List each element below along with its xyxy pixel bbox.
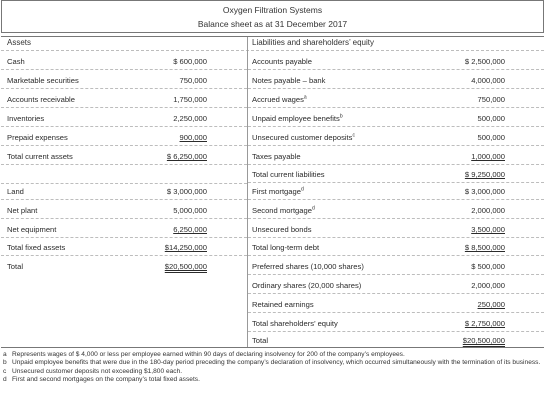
- liability-total-label: [252, 243, 319, 253]
- equity-total-value: $ 2,750,000: [464, 319, 505, 328]
- liability-label-text: Unpaid employee benefits: [252, 114, 340, 123]
- asset-value: 900,000: [179, 133, 207, 142]
- row-divider: [1, 126, 247, 127]
- footnote: [1, 351, 544, 359]
- equity-value: $ 500,000: [471, 262, 505, 271]
- asset-label: Marketable securities: [7, 76, 79, 85]
- footnote-marker: a: [303, 94, 307, 101]
- asset-value: $ 3,000,000: [166, 187, 207, 196]
- row-divider: [248, 218, 544, 219]
- row-divider: [248, 69, 544, 70]
- equity-value: 250,000: [477, 300, 505, 309]
- liability-value: $ 3,000,000: [464, 187, 505, 196]
- footnote: [1, 359, 544, 367]
- liability-label: [252, 57, 312, 67]
- liability-value: 750,000: [477, 95, 505, 104]
- balance-sheet-table: [1, 36, 544, 348]
- equity-value: 2,000,000: [471, 281, 505, 290]
- footnotes: [1, 351, 544, 385]
- footnote-key: a: [3, 351, 7, 358]
- asset-value: 2,250,000: [173, 114, 207, 123]
- footnote-text: Represents wages of $ 4,000 or less per employee earned within 90 days of declaring insolvency for 200 of the company’s employees.: [12, 351, 405, 358]
- footnote-key: b: [3, 359, 7, 367]
- asset-value: $ 600,000: [173, 57, 207, 66]
- liability-label-text: Taxes payable: [252, 152, 301, 161]
- equity-label-text: Preferred shares (10,000 shares): [252, 262, 364, 271]
- liability-label: [252, 152, 301, 162]
- liability-total-value: $ 9,250,000: [464, 170, 505, 179]
- equity-label-text: Ordinary shares (20,000 shares): [252, 281, 362, 290]
- footnote-key: d: [3, 376, 7, 384]
- liability-value: 1,000,000: [471, 152, 505, 161]
- column-divider: [247, 37, 248, 347]
- balance-sheet-header: [1, 0, 544, 33]
- asset-grand-total-value: $20,500,000: [164, 262, 207, 271]
- row-divider: [1, 69, 247, 70]
- liability-label: [252, 95, 307, 105]
- row-divider: [1, 107, 247, 108]
- asset-label: Inventories: [7, 114, 45, 123]
- row-divider: [1, 199, 247, 200]
- liability-value: 2,000,000: [471, 206, 505, 215]
- asset-value: 5,000,000: [173, 206, 207, 215]
- liability-label-text: Total current liabilities: [252, 170, 325, 179]
- footnote-text: Unsecured customer deposits not exceeding $1,800 each.: [12, 367, 183, 375]
- liability-label-text: Total: [252, 336, 269, 345]
- header-divider: [1, 50, 544, 51]
- row-divider: [248, 274, 544, 275]
- liability-value: 500,000: [477, 114, 505, 123]
- liability-label-text: Accrued wages: [252, 95, 304, 104]
- footnote-key: c: [3, 367, 7, 375]
- asset-label: Land: [7, 187, 24, 196]
- liability-label: [252, 76, 325, 86]
- equity-total-label: [252, 319, 338, 329]
- liability-label: [252, 133, 355, 143]
- asset-total-label: Total fixed assets: [7, 243, 66, 252]
- row-divider: [248, 182, 544, 183]
- equity-label: [252, 262, 364, 272]
- liability-label-text: Second mortgage: [252, 206, 312, 215]
- liability-value: $ 2,500,000: [464, 57, 505, 66]
- liability-label-text: Notes payable – bank: [252, 76, 326, 85]
- liability-value: 4,000,000: [471, 76, 505, 85]
- row-divider: [248, 293, 544, 294]
- footnote: [1, 376, 544, 384]
- row-divider: [1, 237, 247, 238]
- footnote-marker: b: [339, 113, 343, 120]
- liability-label-text: Total long-term debt: [252, 243, 320, 252]
- equity-label: [252, 300, 314, 310]
- row-divider: [1, 255, 247, 256]
- row-divider: [248, 164, 544, 165]
- liability-label: [252, 114, 343, 124]
- footnote-marker: d: [311, 205, 315, 212]
- row-divider: [1, 164, 247, 165]
- liability-label: [252, 187, 304, 197]
- footnote: [1, 368, 544, 376]
- row-divider: [1, 218, 247, 219]
- footnote-text: First and second mortgages on the company’s total fixed assets.: [12, 376, 200, 384]
- footnote-marker: c: [352, 132, 355, 139]
- asset-grand-total-label: Total: [7, 262, 24, 271]
- liability-label-text: Unsecured bonds: [252, 225, 312, 234]
- asset-total-value: $ 6,250,000: [166, 152, 207, 161]
- asset-label: Prepaid expenses: [7, 133, 68, 142]
- footnote-text: Unpaid employee benefits that were due in the 180-day period preceding the company’s declaration of insolvency, which occurred simultaneously with the termination of its business.: [12, 359, 541, 367]
- liability-label: [252, 225, 312, 235]
- assets-column-header: Assets: [7, 38, 32, 47]
- liability-total-label: [252, 170, 325, 180]
- liability-total-value: $ 8,500,000: [464, 243, 505, 252]
- row-divider: [248, 126, 544, 127]
- liability-value: 500,000: [477, 133, 505, 142]
- row-divider: [248, 331, 544, 332]
- row-divider: [248, 312, 544, 313]
- company-name: Oxygen Filtration Systems: [222, 5, 323, 15]
- asset-label: Accounts receivable: [7, 95, 75, 104]
- row-divider: [1, 145, 247, 146]
- row-divider: [1, 183, 247, 184]
- asset-label: Cash: [7, 57, 25, 66]
- footnote-marker: d: [300, 186, 304, 193]
- liability-label-text: Accounts payable: [252, 57, 312, 66]
- row-divider: [248, 255, 544, 256]
- liability-label-text: Unsecured customer deposits: [252, 133, 353, 142]
- asset-value: 1,750,000: [173, 95, 207, 104]
- asset-value: 750,000: [179, 76, 207, 85]
- liabilities-grand-total-label: [252, 336, 268, 346]
- equity-label-text: Retained earnings: [252, 300, 314, 309]
- asset-value: 6,250,000: [173, 225, 207, 234]
- liabilities-grand-total-value: $20,500,000: [462, 336, 505, 345]
- row-divider: [248, 145, 544, 146]
- asset-label: Net equipment: [7, 225, 57, 234]
- row-divider: [248, 199, 544, 200]
- asset-label: Net plant: [7, 206, 38, 215]
- row-divider: [1, 88, 247, 89]
- equity-label: [252, 281, 361, 291]
- liability-label: [252, 206, 315, 216]
- liabilities-column-header: Liabilities and shareholders’ equity: [252, 38, 374, 47]
- sheet-subtitle: Balance sheet as at 31 December 2017: [197, 19, 348, 29]
- row-divider: [248, 107, 544, 108]
- asset-total-value: $14,250,000: [164, 243, 207, 252]
- equity-label-text: Total shareholders’ equity: [252, 319, 338, 328]
- row-divider: [248, 88, 544, 89]
- liability-value: 3,500,000: [471, 225, 505, 234]
- asset-total-label: Total current assets: [7, 152, 73, 161]
- row-divider: [248, 237, 544, 238]
- liability-label-text: First mortgage: [252, 187, 301, 196]
